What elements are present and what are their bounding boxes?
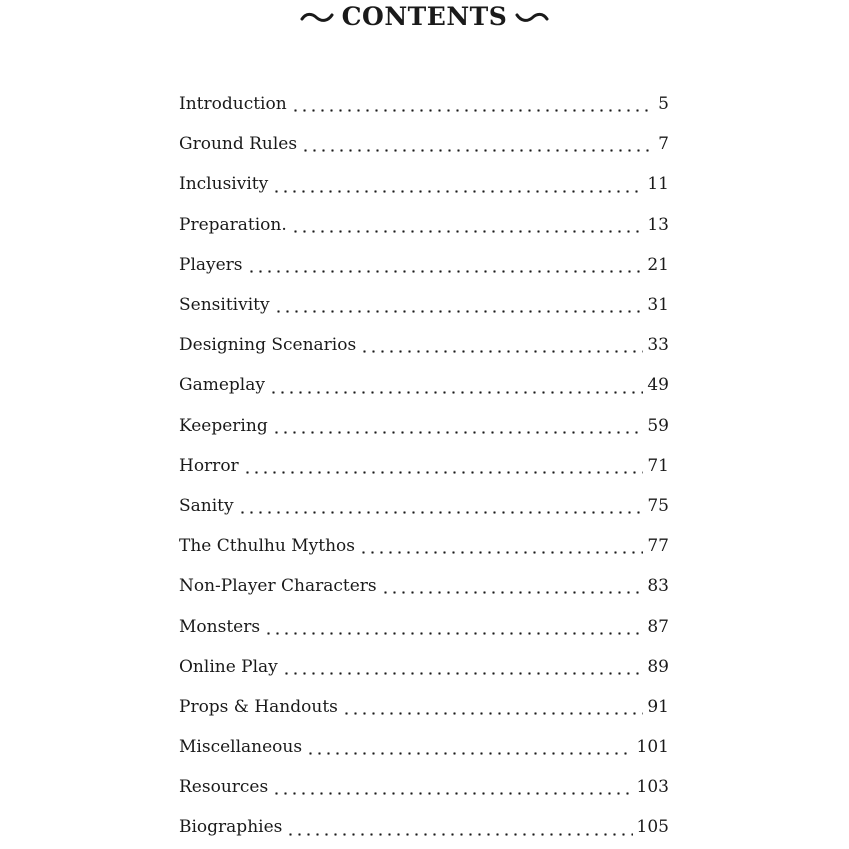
toc-entry-non-player-characters[interactable] xyxy=(179,566,669,606)
dot-leader xyxy=(272,792,632,795)
dot-leader xyxy=(381,591,644,594)
toc-entry-sanity[interactable] xyxy=(179,486,669,526)
toc-entry-page: 91 xyxy=(647,696,669,717)
toc-entry-horror[interactable] xyxy=(179,446,669,486)
toc-entry-title: Designing Scenarios xyxy=(179,335,357,356)
toc-entry-online-play[interactable] xyxy=(179,647,669,687)
toc-entry-props-handouts[interactable] xyxy=(179,687,669,727)
toc-entry-title: Horror xyxy=(179,455,239,476)
toc-entry-monsters[interactable] xyxy=(179,606,669,646)
toc-entry-page: 7 xyxy=(658,134,669,155)
dot-leader xyxy=(342,712,643,715)
toc-entry-title: Sanity xyxy=(179,495,234,516)
toc-entry-title: Biographies xyxy=(179,817,283,838)
toc-entry-miscellaneous[interactable] xyxy=(179,727,669,767)
dot-leader xyxy=(359,551,643,554)
toc-entry-title: Miscellaneous xyxy=(179,737,303,758)
toc-entry-title: Preparation. xyxy=(179,214,287,235)
toc-entry-preparation[interactable] xyxy=(179,205,669,245)
dot-leader xyxy=(301,149,654,152)
toc-entry-page: 21 xyxy=(647,254,669,275)
toc-entry-page: 31 xyxy=(647,295,669,316)
toc-entry-page: 103 xyxy=(636,777,669,798)
dot-leader xyxy=(274,310,644,313)
toc-entry-page: 13 xyxy=(647,214,669,235)
toc-entry-gameplay[interactable] xyxy=(179,365,669,405)
toc-entry-title: Gameplay xyxy=(179,375,265,396)
toc-entry-resources[interactable] xyxy=(179,767,669,807)
toc-entry-page: 11 xyxy=(647,174,669,195)
dot-leader xyxy=(264,632,643,635)
toc-entry-page: 105 xyxy=(636,817,669,838)
toc-entry-inclusivity[interactable] xyxy=(179,164,669,204)
toc-entry-page: 77 xyxy=(647,536,669,557)
dot-leader xyxy=(360,350,643,353)
dot-leader xyxy=(269,391,643,394)
toc-entry-page: 83 xyxy=(647,576,669,597)
dot-leader xyxy=(272,190,643,193)
toc-entry-keepering[interactable] xyxy=(179,406,669,446)
dot-leader xyxy=(291,230,644,233)
dot-leader xyxy=(272,431,644,434)
toc-entry-title: Introduction xyxy=(179,94,287,115)
toc-entry-page: 59 xyxy=(647,415,669,436)
dot-leader xyxy=(238,511,644,514)
right-swash-ornament-icon xyxy=(515,10,549,24)
contents-header xyxy=(0,0,849,34)
toc-entry-page: 101 xyxy=(636,737,669,758)
toc-entry-ground-rules[interactable] xyxy=(179,124,669,164)
toc-entry-title: Ground Rules xyxy=(179,134,298,155)
toc-entry-title: Online Play xyxy=(179,656,278,677)
dot-leader xyxy=(306,752,632,755)
dot-leader xyxy=(243,471,644,474)
toc-entry-designing-scenarios[interactable] xyxy=(179,325,669,365)
toc-entry-title: Monsters xyxy=(179,616,261,637)
toc-entry-cthulhu-mythos[interactable] xyxy=(179,526,669,566)
left-swash-ornament-icon xyxy=(300,10,334,24)
toc-entry-title: Players xyxy=(179,254,243,275)
page-title: CONTENTS xyxy=(341,2,508,31)
dot-leader xyxy=(286,833,632,836)
toc-entry-biographies[interactable] xyxy=(179,807,669,847)
toc-entry-title: The Cthulhu Mythos xyxy=(179,536,355,557)
toc-entry-page: 5 xyxy=(658,94,669,115)
toc-entry-title: Non-Player Characters xyxy=(179,576,377,597)
toc-entry-title: Props & Handouts xyxy=(179,696,338,717)
toc-entry-page: 71 xyxy=(647,455,669,476)
toc-entry-title: Inclusivity xyxy=(179,174,269,195)
toc-entry-sensitivity[interactable] xyxy=(179,285,669,325)
toc-entry-players[interactable] xyxy=(179,245,669,285)
toc-entry-title: Resources xyxy=(179,777,269,798)
dot-leader xyxy=(291,109,655,112)
dot-leader xyxy=(282,672,644,675)
toc-entry-page: 33 xyxy=(647,335,669,356)
toc-entry-page: 75 xyxy=(647,495,669,516)
toc-entry-page: 89 xyxy=(647,656,669,677)
toc-entry-title: Sensitivity xyxy=(179,295,270,316)
toc-entry-introduction[interactable] xyxy=(179,84,669,124)
toc-entry-page: 87 xyxy=(647,616,669,637)
dot-leader xyxy=(247,270,644,273)
toc-entry-page: 49 xyxy=(647,375,669,396)
table-of-contents xyxy=(179,84,669,848)
toc-entry-title: Keepering xyxy=(179,415,268,436)
